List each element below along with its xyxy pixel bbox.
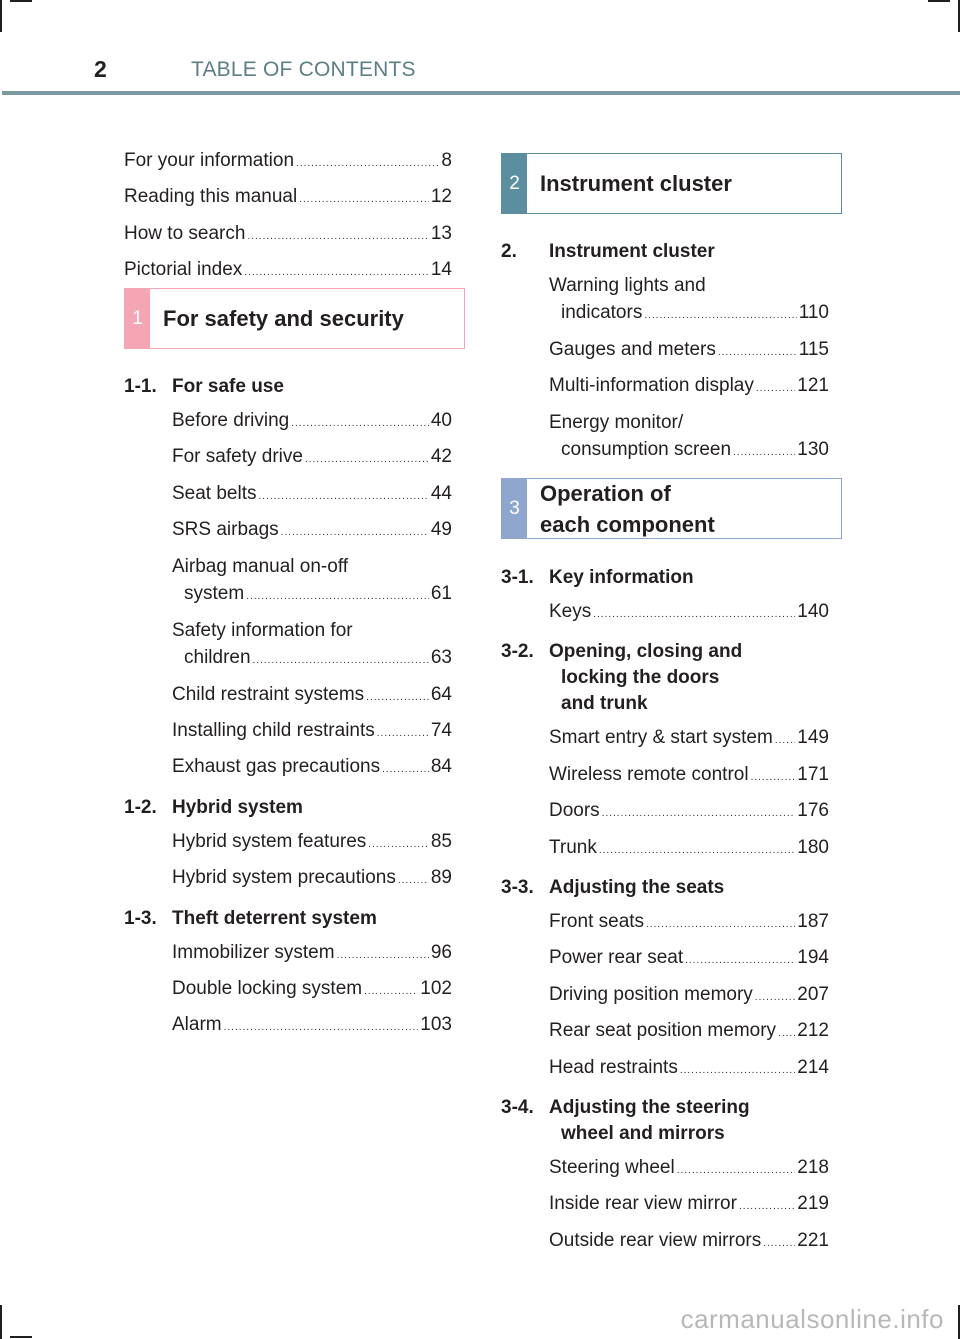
toc-entry[interactable]: Multi-information display ..... 121	[549, 369, 829, 405]
toc-entry[interactable]: Before driving ..... 40	[172, 404, 452, 440]
toc-entry[interactable]: Rear seat position memory ..... 212	[549, 1014, 829, 1050]
toc-entry[interactable]: Alarm ..... 103	[172, 1008, 452, 1044]
toc-entry[interactable]: Exhaust gas precautions ..... 84	[172, 750, 452, 786]
toc-entry[interactable]: Trunk ..... 180	[549, 831, 829, 867]
front-matter-list	[124, 144, 452, 290]
watermark: carmanualsonline.info	[680, 1304, 944, 1334]
toc-entry[interactable]: Double locking system ..... 102	[172, 972, 452, 1008]
toc-entry[interactable]: Driving position memory ..... 207	[549, 978, 829, 1014]
header-rule	[2, 91, 960, 95]
section-heading: 3-2. Opening, closing and locking the doors and trunk	[501, 641, 743, 715]
chapter-3-tab: 3	[502, 479, 527, 538]
toc-entry[interactable]: Wireless remote control ..... 171	[549, 758, 829, 794]
toc-entry[interactable]: For your information ..... 8	[124, 144, 452, 180]
toc-entry[interactable]: Installing child restraints ..... 74	[172, 714, 452, 750]
chapter-3-title: Operation of each component	[540, 480, 715, 537]
toc-entry[interactable]: Inside rear view mirror ..... 219	[549, 1187, 829, 1223]
toc-entry[interactable]: Gauges and meters ..... 115	[549, 333, 829, 369]
section-heading: 3-1. Key information	[501, 567, 694, 588]
toc-entry[interactable]: Immobilizer system ..... 96	[172, 936, 452, 972]
chapter-1-tab: 1	[125, 289, 150, 348]
crop-mark	[10, 1336, 32, 1338]
chapter-1-sections	[124, 366, 452, 1045]
toc-entry[interactable]: Seat belts ..... 44	[172, 477, 452, 513]
toc-entry[interactable]: Hybrid system features ..... 85	[172, 825, 452, 861]
chapter-2-box[interactable]	[501, 153, 842, 214]
chapter-2-title: Instrument cluster	[540, 171, 732, 196]
toc-entry[interactable]: Keys ..... 140	[549, 595, 829, 631]
toc-entry[interactable]: Reading this manual ..... 12	[124, 180, 452, 216]
toc-entry[interactable]: For safety drive ..... 42	[172, 440, 452, 476]
toc-entry[interactable]: Head restraints ..... 214	[549, 1051, 829, 1087]
toc-entry[interactable]: Hybrid system precautions ..... 89	[172, 861, 452, 897]
chapter-3-box[interactable]	[501, 478, 842, 539]
toc-entry[interactable]: Safety information for children ..... 63	[172, 614, 452, 678]
toc-entry[interactable]: Pictorial index ..... 14	[124, 253, 452, 289]
toc-entry[interactable]: Energy monitor/ consumption screen ..... 130	[549, 406, 829, 470]
toc-entry[interactable]: SRS airbags ..... 49	[172, 513, 452, 549]
section-heading: 1-1. For safe use	[124, 376, 284, 397]
crop-mark	[0, 1305, 2, 1339]
chapter-2-tab: 2	[502, 154, 527, 213]
toc-entry[interactable]: Outside rear view mirrors ..... 221	[549, 1224, 829, 1260]
chapter-3-sections	[501, 557, 829, 1260]
toc-entry[interactable]: Front seats ..... 187	[549, 905, 829, 941]
chapter-2-sections	[501, 231, 829, 470]
page-title: TABLE OF CONTENTS	[191, 58, 416, 81]
toc-entry[interactable]: Power rear seat ..... 194	[549, 941, 829, 977]
toc-entry[interactable]: How to search ..... 13	[124, 217, 452, 253]
section-heading: 3-3. Adjusting the seats	[501, 877, 725, 899]
page-number: 2	[94, 56, 107, 82]
toc-entry[interactable]: Steering wheel ..... 218	[549, 1151, 829, 1187]
toc-entry[interactable]: Warning lights and indicators ..... 110	[549, 269, 829, 333]
left-column	[124, 144, 452, 290]
toc-entry[interactable]: Smart entry & start system ..... 149	[549, 721, 829, 757]
chapter-1-title: For safety and security	[163, 306, 404, 331]
toc-entry[interactable]: Doors ..... 176	[549, 794, 829, 830]
section-heading: 1-2. Hybrid system	[124, 796, 303, 818]
section-heading: 2. Instrument cluster	[501, 241, 715, 262]
toc-entry[interactable]: Child restraint systems ..... 64	[172, 678, 452, 714]
toc-entry[interactable]: Airbag manual on-off system ..... 61	[172, 550, 452, 614]
section-heading: 1-3. Theft deterrent system	[124, 907, 377, 929]
section-heading: 3-4. Adjusting the steering wheel and mirrors	[501, 1097, 750, 1145]
chapter-1-box[interactable]	[124, 288, 465, 349]
page-header	[0, 0, 960, 96]
